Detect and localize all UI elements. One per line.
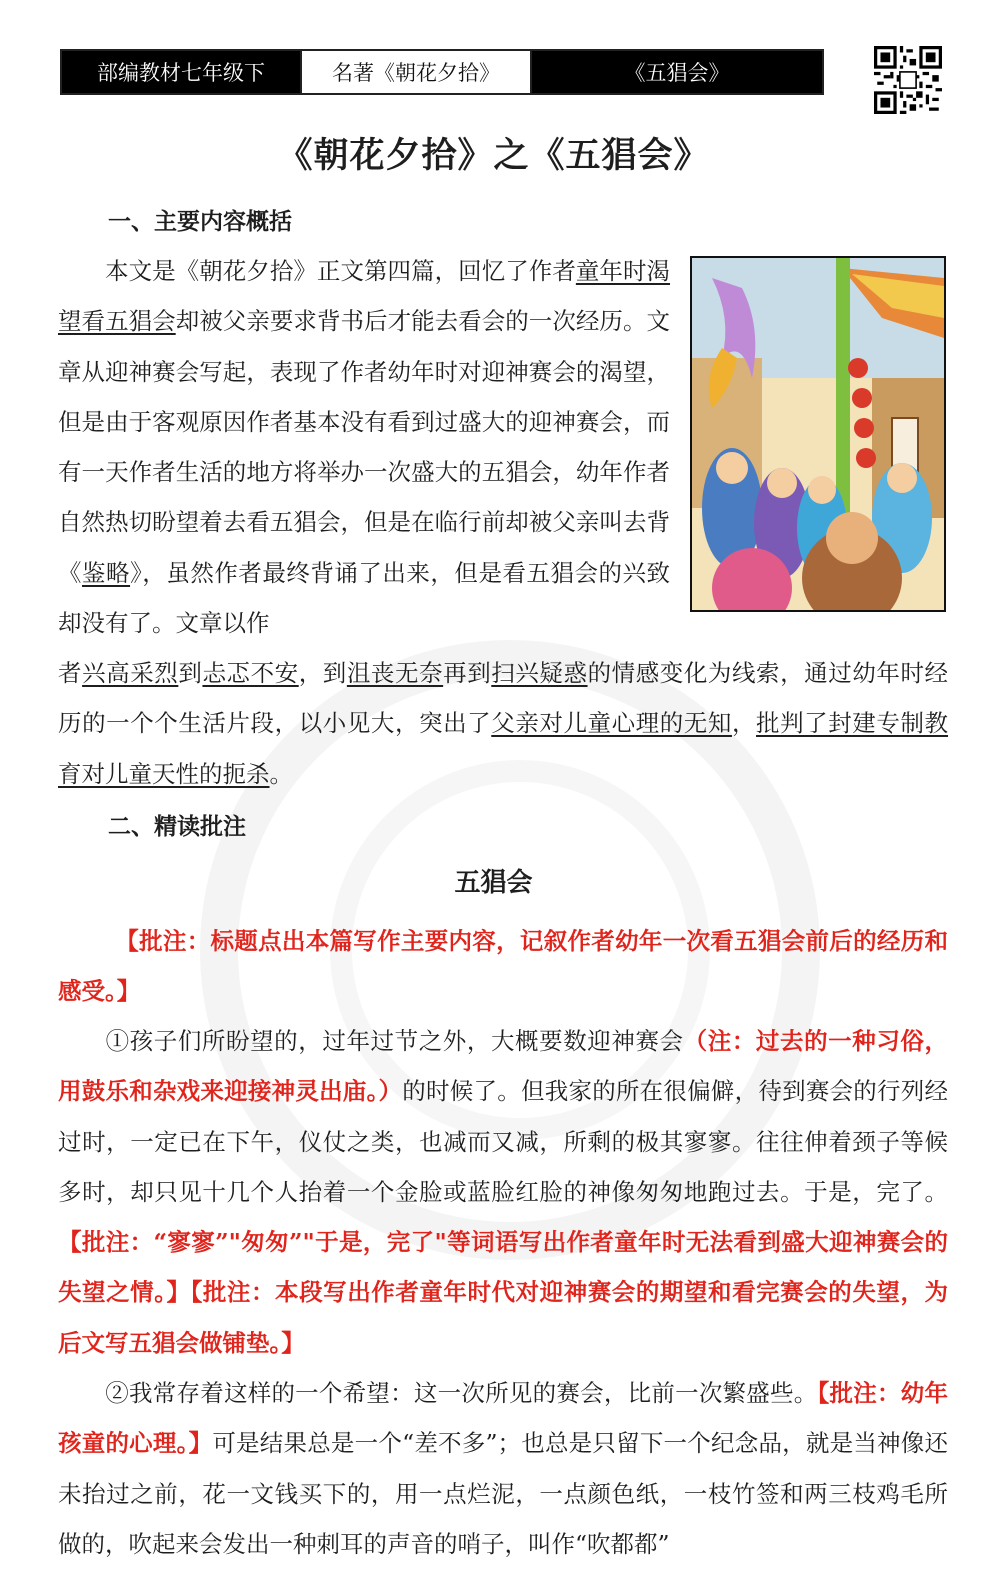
illustration-image [690,256,946,612]
header-grade: 部编教材七年级下 [62,51,300,93]
text-paragraph-2: ②我常存着这样的一个希望：这一次所见的赛会，比前一次繁盛些。【批注：幼年孩童的心理。】可是结果总是一个“差不多”；也总是只留下一个纪念品，就是当神像还未抬过之前，花一文钱买下的，用一点烂泥，一点颜色纸，一枝竹签和两三枝鸡毛所做的，吹起来会发出一种刺耳的声音的哨子，叫作“吹都都” [58,1379,949,1558]
header-book: 名著《朝花夕拾》 [300,51,532,93]
article-title: 五猖会 [454,868,533,898]
text-paragraph-1: ①孩子们所盼望的，过年过节之外，大概要数迎神赛会（注：过去的一种习俗，用鼓乐和杂戏来迎接神灵出庙。）的时候了。但我家的所在很偏僻，待到赛会的行列经过时，一定已在下午，仪仗之类，也减而又减，所剩的极其寥寥。往往伸着颈子等候多时，却只见十几个人抬着一个金脸或蓝脸红脸的神像匆匆地跑过去。于是，完了。【批注：“寥寥”"匆匆”"于是，完了"等词语写出作者童年时无法看到盛大迎神赛会的失望之情。】【批注：本段写出作者童年时代对迎神赛会的期望和看完赛会的失望，为后文写五猖会做铺垫。】 [58,1027,949,1357]
header-chapter: 《五猖会》 [532,51,822,93]
annotation-title: 【批注：标题点出本篇写作主要内容，记叙作者幼年一次看五猖会前后的经历和感受。】 [58,927,948,1006]
page-title: 《朝花夕拾》之《五猖会》 [277,135,710,176]
section-heading-summary: 一、主要内容概括 [108,209,292,235]
qr-code-icon [874,46,942,114]
section-heading-reading: 二、精读批注 [108,814,246,840]
header-bar [60,49,824,95]
summary-paragraph-continued: 者兴高采烈到忐忑不安，到沮丧无奈再到扫兴疑惑的情感变化为线索，通过幼年时经历的一个个生活片段，以小见大，突出了父亲对儿童心理的无知，批判了封建专制教育对儿童天性的扼杀。 [58,659,949,788]
summary-paragraph: 本文是《朝花夕拾》正文第四篇，回忆了作者童年时渴望看五猖会却被父亲要求背书后才能去看会的一次经历。文章从迎神赛会写起，表现了作者幼年时对迎神赛会的渴望，但是由于客观原因作者基本没有看到过盛大的迎神赛会，而有一天作者生活的地方将举办一次盛大的五猖会，幼年作者自然热切盼望着去看五猖会，但是在临行前却被父亲叫去背《鉴略》，虽然作者最终背诵了出来，但是看五猖会的兴致却没有了。文章以作 [58,257,671,638]
